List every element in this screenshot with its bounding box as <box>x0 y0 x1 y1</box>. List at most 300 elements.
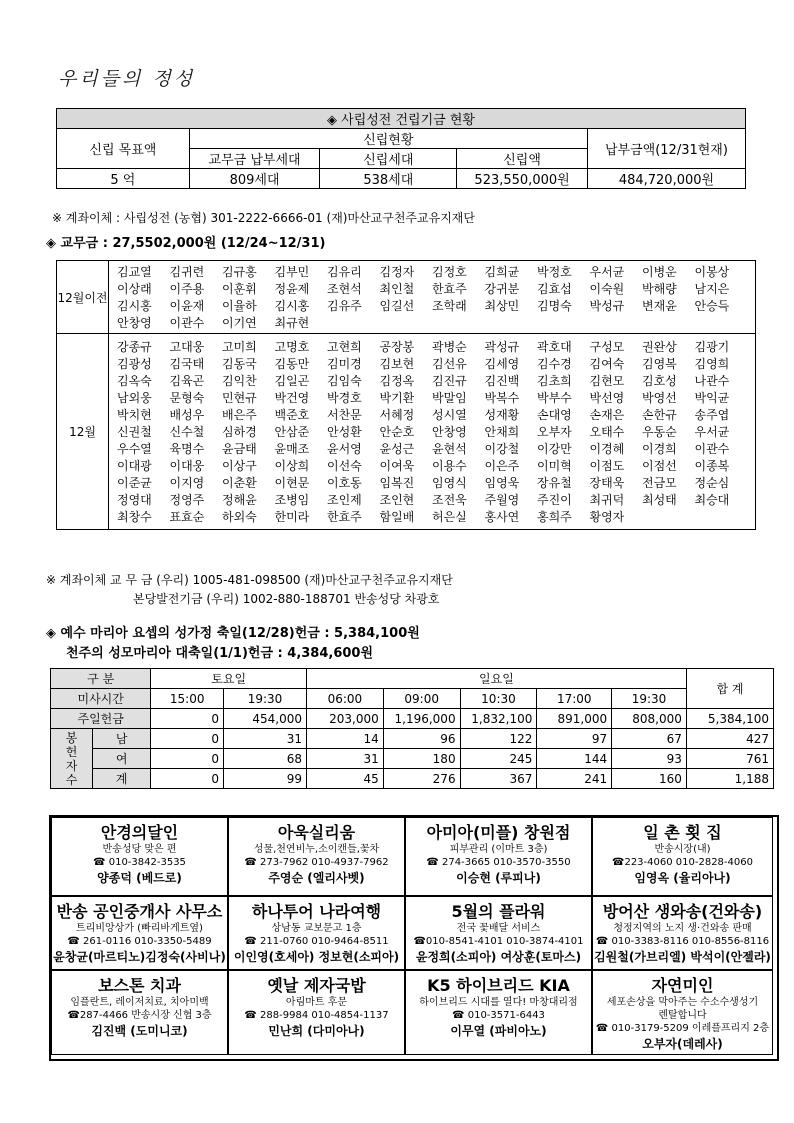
gyomu-heading: ◈ 교무금 : 27,5502,000원 (12/24~12/31) <box>46 236 326 251</box>
donor-name: 나관수 <box>694 374 730 388</box>
ad-box <box>228 896 405 970</box>
donor-name: 김수경 <box>537 357 572 371</box>
ad-box <box>592 896 773 970</box>
donor-name: 윤서영 <box>327 442 362 456</box>
offering-cell: 203,000 <box>306 709 383 729</box>
ad-box <box>592 970 773 1055</box>
ads-grid <box>49 815 779 1061</box>
donor-name: 김국태 <box>169 357 205 371</box>
donor-name: 김임숙 <box>327 374 362 388</box>
donor-name: 이대웅 <box>169 459 205 473</box>
ad-box <box>51 817 228 896</box>
attend-char: 봉 <box>65 730 78 745</box>
donor-name: 강종규 <box>117 340 152 354</box>
donor-name: 손재은 <box>589 408 625 422</box>
donor-name: 박복수 <box>484 391 520 405</box>
donor-name: 김광기 <box>694 340 730 354</box>
donor-name: 안창영 <box>432 425 467 439</box>
donor-name: 이강철 <box>484 442 520 456</box>
ad-name: 일 촌 횟 집 <box>643 823 722 842</box>
offering-cell: 808,000 <box>612 709 687 729</box>
donor-name: 최상민 <box>484 299 520 313</box>
donor-name: 박해량 <box>642 282 677 296</box>
ad-box <box>228 817 405 896</box>
ad-name: 보스톤 치과 <box>98 976 181 995</box>
donor-name: 김정옥 <box>379 374 415 388</box>
donor-name: 이훈휘 <box>222 282 257 296</box>
name-row <box>117 263 747 280</box>
ad-line: 상남동 교보문고 1층 <box>271 923 362 934</box>
donor-name: 홍사연 <box>484 510 520 524</box>
offering-cell: 454,000 <box>224 709 307 729</box>
mass-h-attend <box>51 729 93 789</box>
donor-name: 이여욱 <box>379 459 415 473</box>
donor-name: 변재윤 <box>642 299 677 313</box>
donor-name: 김효섭 <box>537 282 572 296</box>
donor-name: 성시열 <box>432 408 467 422</box>
fund-col-goal: 신립 목표액 <box>57 129 190 169</box>
donor-name: 임길선 <box>379 299 415 313</box>
donor-name: 성재황 <box>484 408 520 422</box>
donor-name: 허은실 <box>432 510 467 524</box>
donor-name: 정영대 <box>117 493 152 507</box>
mass-h-total: 합 계 <box>686 669 773 709</box>
donor-name: 전금모 <box>642 476 677 490</box>
donor-name: 우동순 <box>642 425 677 439</box>
donor-name: 이은주 <box>484 459 520 473</box>
donor-name: 박부수 <box>537 391 572 405</box>
donor-name: 이율하 <box>222 299 257 313</box>
before-dec-label: 12월이전 <box>57 261 109 334</box>
donor-name: 주진이 <box>537 493 572 507</box>
mass-time: 06:00 <box>306 689 383 709</box>
attend-row-label: 여 <box>92 749 150 769</box>
ad-line: 트리비앙상가 (빠리바게트옆) <box>76 923 203 934</box>
donor-name: 오부자 <box>537 425 572 439</box>
name-row <box>117 423 747 440</box>
donor-name: 임영욱 <box>484 476 520 490</box>
ad-line: 반송성당 맞은 편 <box>102 844 177 855</box>
donor-name: 박정호 <box>537 265 572 279</box>
donor-name: 민현규 <box>222 391 257 405</box>
attend-cell: 367 <box>460 769 537 789</box>
donor-name: 서혜정 <box>379 408 415 422</box>
name-row <box>117 280 747 297</box>
donor-name: 이춘환 <box>222 476 257 490</box>
donor-name: 조학래 <box>432 299 467 313</box>
ad-person: 윤정희(소피아) 여상훈(토마스) <box>415 950 582 964</box>
donor-name: 권완상 <box>642 340 677 354</box>
before-dec-names <box>109 261 756 334</box>
donor-name: 조현석 <box>327 282 362 296</box>
mass-time: 10:30 <box>460 689 537 709</box>
donor-name: 이병운 <box>642 265 677 279</box>
donor-names-table <box>56 260 756 530</box>
donor-name: 김초희 <box>537 374 572 388</box>
donor-name: 김영희 <box>694 357 730 371</box>
donor-name: 김여숙 <box>589 357 625 371</box>
donor-name: 박익균 <box>694 391 730 405</box>
donor-name: 이관수 <box>694 442 730 456</box>
donor-name: 김동국 <box>222 357 257 371</box>
attend-cell: 276 <box>383 769 460 789</box>
donor-name: 최창수 <box>117 510 152 524</box>
ad-box <box>405 970 592 1055</box>
ad-line: 성물,천연비누,소이캔들,꽃차 <box>253 844 380 855</box>
donor-name: 이선숙 <box>327 459 362 473</box>
donor-name: 신수철 <box>169 425 205 439</box>
mass-table <box>50 668 774 789</box>
donor-name: 이지영 <box>169 476 205 490</box>
donor-name: 박성규 <box>589 299 625 313</box>
ad-name: 반송 공인중개사 사무소 <box>56 902 223 921</box>
mass-h-sun: 일요일 <box>306 669 686 689</box>
donor-name: 김귀련 <box>169 265 205 279</box>
mass-h-offering: 주일헌금 <box>51 709 151 729</box>
donor-name: 김호성 <box>642 374 677 388</box>
donor-name: 남지은 <box>694 282 730 296</box>
donor-name: 이숙원 <box>589 282 625 296</box>
donor-name: 곽호대 <box>537 340 572 354</box>
donor-name: 임영식 <box>432 476 467 490</box>
ad-line: 반송시장(내) <box>654 844 711 855</box>
name-row <box>117 440 747 457</box>
donor-name: 박말임 <box>432 391 467 405</box>
donor-name: 안승득 <box>694 299 730 313</box>
donor-name: 조병임 <box>274 493 310 507</box>
donor-name: 한효주 <box>327 510 362 524</box>
attend-row-label: 남 <box>92 729 150 749</box>
donor-name: 하외숙 <box>222 510 257 524</box>
ad-line: 임플란트, 레이저치료, 치아미백 <box>70 997 209 1008</box>
donor-name: 고미희 <box>222 340 257 354</box>
ad-name: 방어산 생와송(건와송) <box>602 902 763 921</box>
donor-name: 오태수 <box>589 425 625 439</box>
name-row <box>117 372 747 389</box>
donor-name: 안창영 <box>117 316 152 330</box>
ad-line: ☎ 010-3179-5209 이레플프리지 2층 <box>595 1023 770 1034</box>
donor-name: 고명호 <box>274 340 310 354</box>
ad-person: 주영순 (엘리사벳) <box>268 871 365 885</box>
attend-cell: 245 <box>460 749 537 769</box>
fund-col-sub3: 신립액 <box>457 149 588 169</box>
fund-households-signed: 538세대 <box>320 169 457 189</box>
donor-name: 김광성 <box>117 357 152 371</box>
ad-name: 자연미인 <box>651 976 714 995</box>
ad-box <box>592 817 773 896</box>
donor-name: 이주용 <box>169 282 205 296</box>
name-row <box>117 297 747 314</box>
donor-name: 이준균 <box>117 476 152 490</box>
ad-person: 이인영(호세아) 정보현(소피아) <box>233 950 400 964</box>
donor-name: 이종복 <box>694 459 730 473</box>
offering-cell: 1,832,100 <box>460 709 537 729</box>
mass-time: 19:30 <box>224 689 307 709</box>
donor-name: 윤매조 <box>274 442 310 456</box>
donor-name: 이봉상 <box>694 265 730 279</box>
mass-h-sat: 토요일 <box>151 669 307 689</box>
ad-line: ☎ 010-3571-6443 <box>452 1010 545 1021</box>
attend-cell: 0 <box>151 769 224 789</box>
ad-line: ☎ 261-0116 010-3350-5489 <box>67 936 212 947</box>
donor-name: 이상래 <box>117 282 152 296</box>
donor-name: 김희균 <box>484 265 520 279</box>
ad-box <box>405 896 592 970</box>
attend-cell: 99 <box>224 769 307 789</box>
ad-line: 렌탈합니다 <box>658 1010 707 1021</box>
ad-person: 임영옥 (율리아나) <box>634 871 731 885</box>
donor-name: 이기연 <box>222 316 257 330</box>
donor-name: 김유주 <box>327 299 362 313</box>
donor-name: 최승대 <box>694 493 730 507</box>
mass-time: 09:00 <box>383 689 460 709</box>
attend-cell: 0 <box>151 749 224 769</box>
donor-name: 김정호 <box>432 265 467 279</box>
donor-name: 김선유 <box>432 357 467 371</box>
name-row <box>117 406 747 423</box>
donor-name: 표효순 <box>169 510 205 524</box>
attend-cell: 31 <box>306 749 383 769</box>
donor-name: 우수열 <box>117 442 152 456</box>
donor-name: 이점도 <box>589 459 625 473</box>
donor-name: 이점선 <box>642 459 677 473</box>
donor-name: 박건영 <box>274 391 310 405</box>
donor-name: 김규홍 <box>222 265 257 279</box>
donor-name: 이경희 <box>642 442 677 456</box>
donor-name: 배은주 <box>222 408 257 422</box>
donor-name: 이대광 <box>117 459 152 473</box>
donor-name: 장유철 <box>537 476 572 490</box>
donor-name: 김유리 <box>327 265 362 279</box>
donor-name: 서찬문 <box>327 408 362 422</box>
donor-name: 이윤재 <box>169 299 205 313</box>
donor-name: 손한규 <box>642 408 677 422</box>
ad-line: ☎223-4060 010-2828-4060 <box>612 857 753 868</box>
ad-line: 청정지역의 노지 생·건와송 판매 <box>613 923 752 934</box>
donor-name: 남외웅 <box>117 391 152 405</box>
donor-name: 김현모 <box>589 374 625 388</box>
fund-col-sub2: 신립세대 <box>320 149 457 169</box>
donor-name: 배성우 <box>169 408 205 422</box>
donor-name: 조전욱 <box>432 493 467 507</box>
donor-name: 윤성근 <box>379 442 415 456</box>
attend-cell: 96 <box>383 729 460 749</box>
donor-name: 김육곤 <box>169 374 205 388</box>
ad-line: ☎ 273-7962 010-4937-7962 <box>244 857 389 868</box>
donor-name: 이상구 <box>222 459 257 473</box>
donor-name: 강귀분 <box>484 282 520 296</box>
attend-cell: 761 <box>686 749 773 769</box>
donor-name: 한미라 <box>274 510 310 524</box>
attend-cell: 180 <box>383 749 460 769</box>
attend-cell: 122 <box>460 729 537 749</box>
donor-name: 이상희 <box>274 459 310 473</box>
ad-name: 옛날 제자국밥 <box>267 976 366 995</box>
donor-name: 조인현 <box>379 493 415 507</box>
donor-name: 정윤제 <box>274 282 310 296</box>
account-note-2a: ※ 계좌이체 교 무 금 (우리) 1005-481-098500 (재)마산교구천주교유지재단 <box>46 573 453 587</box>
donor-name: 황영자 <box>589 510 625 524</box>
donor-name: 한효주 <box>432 282 467 296</box>
offering-cell: 0 <box>151 709 224 729</box>
donor-name: 박영선 <box>642 391 677 405</box>
ad-line: 아림마트 후문 <box>285 997 348 1008</box>
mass-h-time: 미사시간 <box>51 689 151 709</box>
offering-cell: 5,384,100 <box>686 709 773 729</box>
donor-name: 임복진 <box>379 476 415 490</box>
ad-person: 김원철(가브리엘) 박석이(안젤라) <box>594 950 771 964</box>
attend-cell: 67 <box>612 729 687 749</box>
donor-name: 박기환 <box>379 391 415 405</box>
dec-names <box>109 334 756 530</box>
attend-cell: 1,188 <box>686 769 773 789</box>
donor-name: 최귀덕 <box>589 493 625 507</box>
attend-char: 수 <box>65 772 78 787</box>
ad-line: ☎010-8541-4101 010-3874-4101 <box>413 936 584 947</box>
donor-name: 고현희 <box>327 340 362 354</box>
donor-name: 박선영 <box>589 391 625 405</box>
donor-name: 최규현 <box>274 316 310 330</box>
ad-line: 피부관리 (이마트 3층) <box>449 844 548 855</box>
ad-line: 하이브리드 시대를 열다! 마창대리점 <box>419 997 578 1008</box>
ad-box <box>228 970 405 1055</box>
ad-name: 아욱실리움 <box>277 823 356 842</box>
donor-name: 정해윤 <box>222 493 257 507</box>
donor-name: 안삼준 <box>274 425 310 439</box>
fund-table <box>56 108 746 189</box>
donor-name: 문형숙 <box>169 391 205 405</box>
donor-name: 심하경 <box>222 425 257 439</box>
donor-name: 이미혁 <box>537 459 572 473</box>
ad-person: 윤창균(마르티노)김정숙(사비나) <box>53 950 226 964</box>
name-row <box>117 508 747 525</box>
donor-name: 김보현 <box>379 357 415 371</box>
donor-name: 김명숙 <box>537 299 572 313</box>
ad-line: ☎ 010-3842-3535 <box>93 857 186 868</box>
attend-cell: 144 <box>537 749 612 769</box>
name-row <box>117 314 747 331</box>
donor-name: 곽성규 <box>484 340 520 354</box>
ad-name: 아미아(미플) 창원점 <box>426 823 571 842</box>
fund-amount-signed: 523,550,000원 <box>457 169 588 189</box>
donor-name: 박치현 <box>117 408 152 422</box>
ad-name: K5 하이브리드 KIA <box>427 976 570 995</box>
ad-person: 오부자(데레사) <box>642 1037 723 1051</box>
donor-name: 김시홍 <box>274 299 310 313</box>
donor-name: 안성환 <box>327 425 362 439</box>
mass-time: 19:30 <box>612 689 687 709</box>
donor-name: 김세영 <box>484 357 520 371</box>
donor-name: 김정자 <box>379 265 415 279</box>
donor-name: 안채희 <box>484 425 520 439</box>
ad-name: 하나투어 나라여행 <box>251 902 382 921</box>
attend-cell: 45 <box>306 769 383 789</box>
ad-box <box>51 970 228 1055</box>
ad-line: ☎ 274-3665 010-3570-3550 <box>426 857 571 868</box>
attend-cell: 14 <box>306 729 383 749</box>
donor-name: 백준호 <box>274 408 310 422</box>
donor-name: 김일곤 <box>274 374 310 388</box>
mass-h-gubun: 구 분 <box>51 669 151 689</box>
attend-cell: 68 <box>224 749 307 769</box>
donor-name: 정순심 <box>694 476 730 490</box>
fund-goal: 5 억 <box>57 169 190 189</box>
ad-line: 전국 꽃배달 서비스 <box>456 923 541 934</box>
donor-name: 우서균 <box>589 265 625 279</box>
donor-name: 윤금태 <box>222 442 257 456</box>
donor-name: 안순호 <box>379 425 415 439</box>
donor-name: 최인철 <box>379 282 415 296</box>
fund-col-status: 신립현황 <box>189 129 587 149</box>
dec-label: 12월 <box>57 334 109 530</box>
donor-name: 이현문 <box>274 476 310 490</box>
donor-name: 장태욱 <box>589 476 625 490</box>
donor-name: 송주엽 <box>694 408 730 422</box>
fund-amount-paid: 484,720,000원 <box>587 169 745 189</box>
donor-name: 이강만 <box>537 442 572 456</box>
ad-name: 안경의달인 <box>100 823 179 842</box>
ad-line: ☎ 288-9984 010-4854-1137 <box>244 1010 389 1021</box>
name-row <box>117 457 747 474</box>
attend-char: 헌 <box>65 744 78 759</box>
fund-households-paid: 809세대 <box>189 169 320 189</box>
attend-row-label: 계 <box>92 769 150 789</box>
name-row <box>117 389 747 406</box>
donor-name: 김익찬 <box>222 374 257 388</box>
donor-name: 이용수 <box>432 459 467 473</box>
ad-line: ☎ 010-3383-8116 010-8556-8116 <box>595 936 770 947</box>
donor-name: 곽병순 <box>432 340 467 354</box>
donor-name: 윤현석 <box>432 442 467 456</box>
mass-time: 17:00 <box>537 689 612 709</box>
donor-name: 이경혜 <box>589 442 625 456</box>
ad-person: 이무열 (파비아노) <box>450 1024 547 1038</box>
attend-cell: 0 <box>151 729 224 749</box>
name-row <box>117 474 747 491</box>
attend-cell: 160 <box>612 769 687 789</box>
donor-name: 박경호 <box>327 391 362 405</box>
account-note-1: ※ 계좌이체 : 사립성전 (농협) 301-2222-6666-01 (재)마산교구천주교유지재단 <box>52 211 475 225</box>
ad-person: 이승현 (루피나) <box>456 871 541 885</box>
name-row <box>117 338 747 355</box>
fund-col-sub1: 교무금 납부세대 <box>189 149 320 169</box>
name-row <box>117 355 747 372</box>
donor-name: 육명수 <box>169 442 205 456</box>
donor-name: 주월영 <box>484 493 520 507</box>
donor-name: 조인제 <box>327 493 362 507</box>
attend-cell: 241 <box>537 769 612 789</box>
donor-name: 김영복 <box>642 357 677 371</box>
ad-name: 5월의 플라워 <box>451 902 546 921</box>
donor-name: 이관수 <box>169 316 205 330</box>
ad-person: 민난희 (다미아나) <box>268 1024 365 1038</box>
attend-cell: 93 <box>612 749 687 769</box>
account-note-2b: 본당발전기금 (우리) 1002-880-188701 반송성당 차광호 <box>133 592 440 606</box>
fund-header: ◈ 사립성전 건립기금 현황 <box>57 109 746 129</box>
donor-name: 김진백 <box>484 374 520 388</box>
ad-line: ☎ 211-0760 010-9464-8511 <box>244 936 389 947</box>
donor-name: 고대웅 <box>169 340 205 354</box>
donor-name: 공장봉 <box>379 340 415 354</box>
attend-cell: 427 <box>686 729 773 749</box>
donor-name: 정영주 <box>169 493 205 507</box>
donor-name: 김시홍 <box>117 299 152 313</box>
ad-person: 김진백 (도미니코) <box>91 1024 188 1038</box>
attend-char: 자 <box>65 758 78 773</box>
fund-col-paid: 납부금액(12/31현재) <box>587 129 745 169</box>
donor-name: 신권철 <box>117 425 152 439</box>
donor-name: 김옥숙 <box>117 374 152 388</box>
